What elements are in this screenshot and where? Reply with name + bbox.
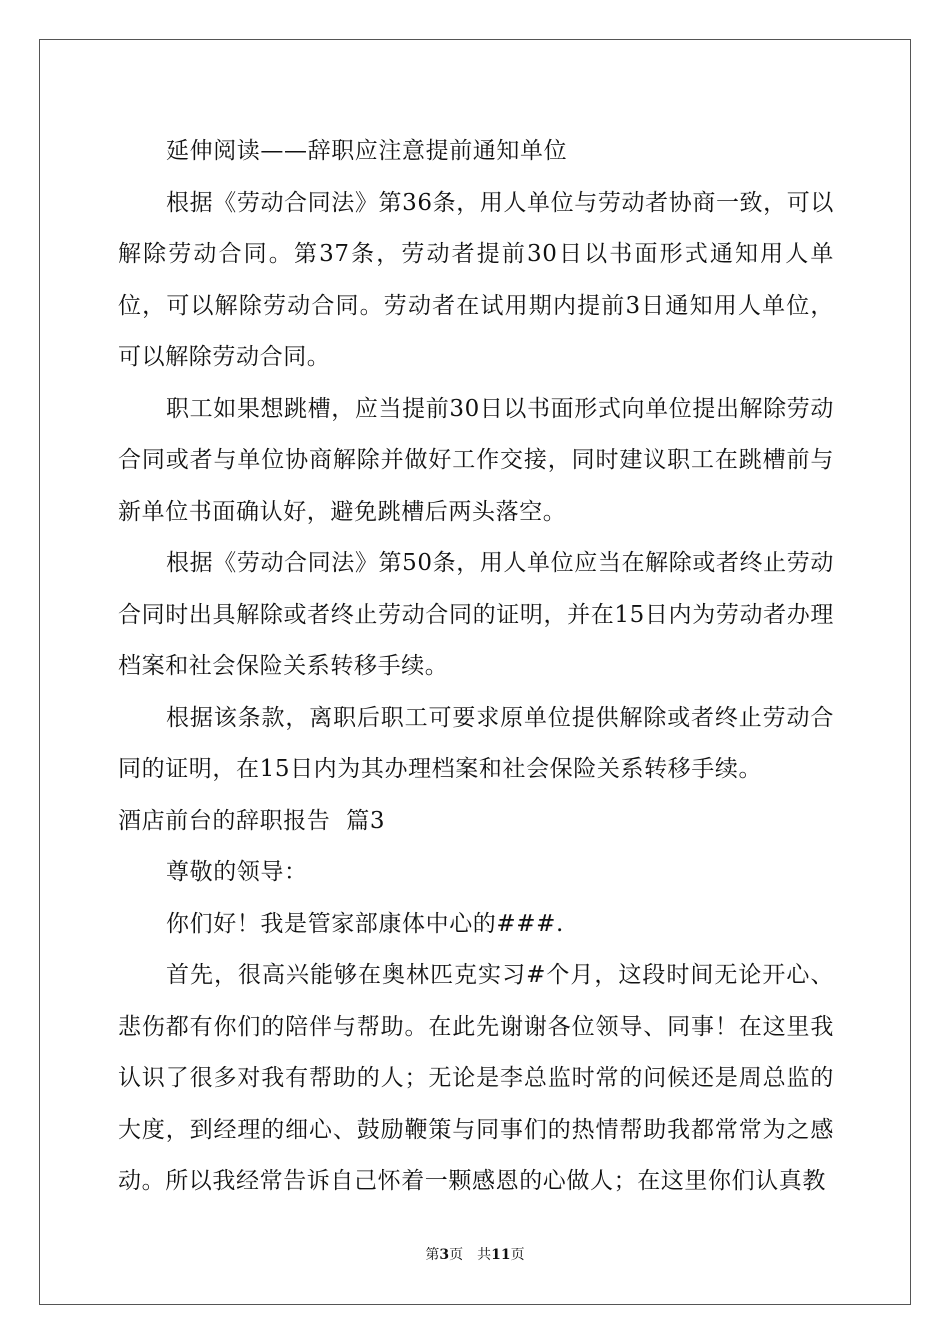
greeting: 你们好！我是管家部康体中心的###. xyxy=(166,910,564,937)
document-body xyxy=(118,126,834,1208)
paragraph-job-change: 职工如果想跳槽，应当提前30日以书面形式向单位提出解除劳动合同或者与单位协商解除并做好工作交接，同时建议职工在跳槽前与新单位书面确认好，避免跳槽后两头落空。 xyxy=(118,395,834,525)
paragraph-article-50: 根据《劳动合同法》第50条，用人单位应当在解除或者终止劳动合同时出具解除或者终止劳动合同的证明，并在15日内为劳动者办理档案和社会保险关系转移手续。 xyxy=(118,550,834,679)
total-prefix: 共 xyxy=(477,1247,492,1263)
total-pages: 11 xyxy=(491,1247,511,1263)
page-number: 3 xyxy=(439,1247,450,1263)
salutation: 尊敬的领导： xyxy=(166,859,308,885)
page-suffix: 页 xyxy=(449,1247,464,1263)
page-prefix: 第 xyxy=(425,1247,440,1263)
total-suffix: 页 xyxy=(510,1247,525,1263)
paragraph-article-36-37: 根据《劳动合同法》第36条，用人单位与劳动者协商一致，可以解除劳动合同。第37条，劳动者提前30日以书面形式通知用人单位，可以解除劳动合同。劳动者在试用期内提前3日通知用人单位，可以解除劳动合同。 xyxy=(118,189,834,370)
section-title: 酒店前台的辞职报告 篇3 xyxy=(118,807,386,834)
paragraph-clause-summary: 根据该条款，离职后职工可要求原单位提供解除或者终止劳动合同的证明，在15日内为其办理档案和社会保险关系转移手续。 xyxy=(118,704,834,782)
page-footer xyxy=(0,1244,950,1264)
reading-heading: 延伸阅读——辞职应注意提前通知单位 xyxy=(166,138,568,164)
paragraph-thanks: 首先，很高兴能够在奥林匹克实习#个月，这段时间无论开心、悲伤都有你们的陪伴与帮助。在此先谢谢各位领导、同事！在这里我认识了很多对我有帮助的人；无论是李总监时常的问候还是周总监的大度，到经理的细心、鼓励鞭策与同事们的热情帮助我都常常为之感动。所以我经常告诉自己怀着一颗感恩的心做人；在这里你们认真教 xyxy=(118,962,834,1194)
